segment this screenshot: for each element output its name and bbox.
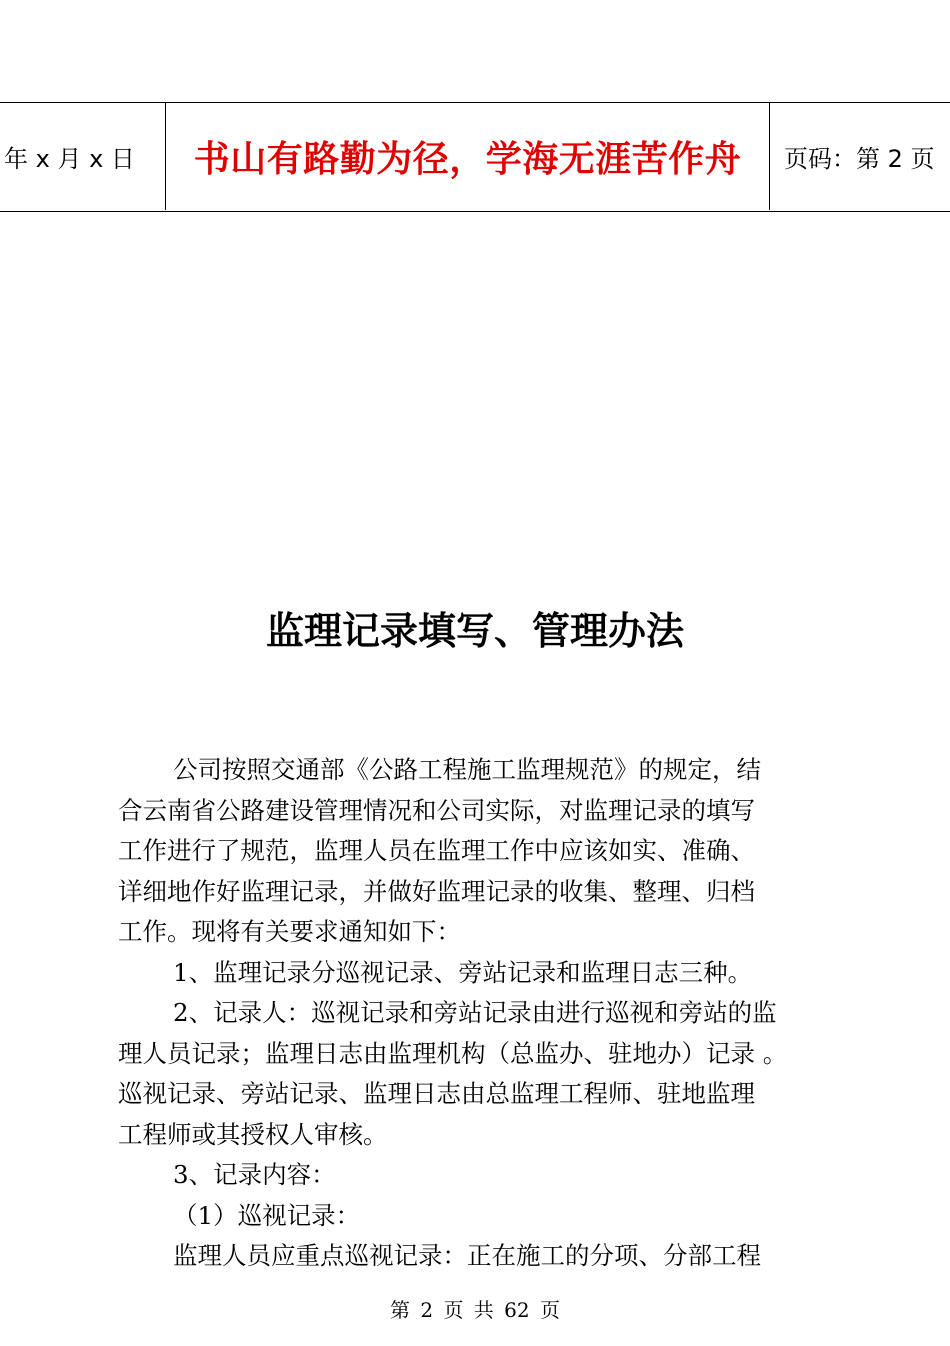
- body-line: 工作进行了规范，监理人员在监理工作中应该如实、准确、: [118, 836, 755, 865]
- header-table: [0, 102, 950, 212]
- body-line: 合云南省公路建设管理情况和公司实际，对监理记录的填写: [118, 795, 755, 825]
- body-line: 1、监理记录分巡视记录、旁站记录和监理日志三种。: [173, 957, 753, 987]
- body-line: 监理人员应重点巡视记录：正在施工的分项、分部工程: [173, 1241, 761, 1270]
- body-line: 公司按照交通部《公路工程施工监理规范》的规定，结: [173, 755, 761, 784]
- body-line: 巡视记录、旁站记录、监理日志由总监理工程师、驻地监理: [118, 1079, 755, 1108]
- body-line: 工作。现将有关要求通知如下：: [118, 917, 461, 946]
- body-line: 3、记录内容：: [173, 1160, 336, 1189]
- header-motto: 书山有路勤为径，学海无涯苦作舟: [166, 103, 770, 210]
- body-line: （1）巡视记录：: [173, 1200, 361, 1230]
- document-title: 监理记录填写、管理办法: [265, 609, 684, 653]
- body-line: 理人员记录；监理日志由监理机构（总监办、驻地办）记录 。: [118, 1038, 788, 1068]
- body-line: 2、记录人：巡视记录和旁站记录由进行巡视和旁站的监: [173, 998, 777, 1027]
- body-line: 工程师或其授权人审核。: [118, 1119, 388, 1149]
- header-page-label: 页码：第 2 页: [784, 145, 935, 173]
- body-line: 详细地作好监理记录，并做好监理记录的收集、整理、归档: [118, 876, 755, 906]
- page-footer: 第 2 页 共 62 页: [390, 1298, 560, 1322]
- document-body: [118, 750, 858, 1277]
- header-date: 年 x 月 x 日: [0, 103, 166, 210]
